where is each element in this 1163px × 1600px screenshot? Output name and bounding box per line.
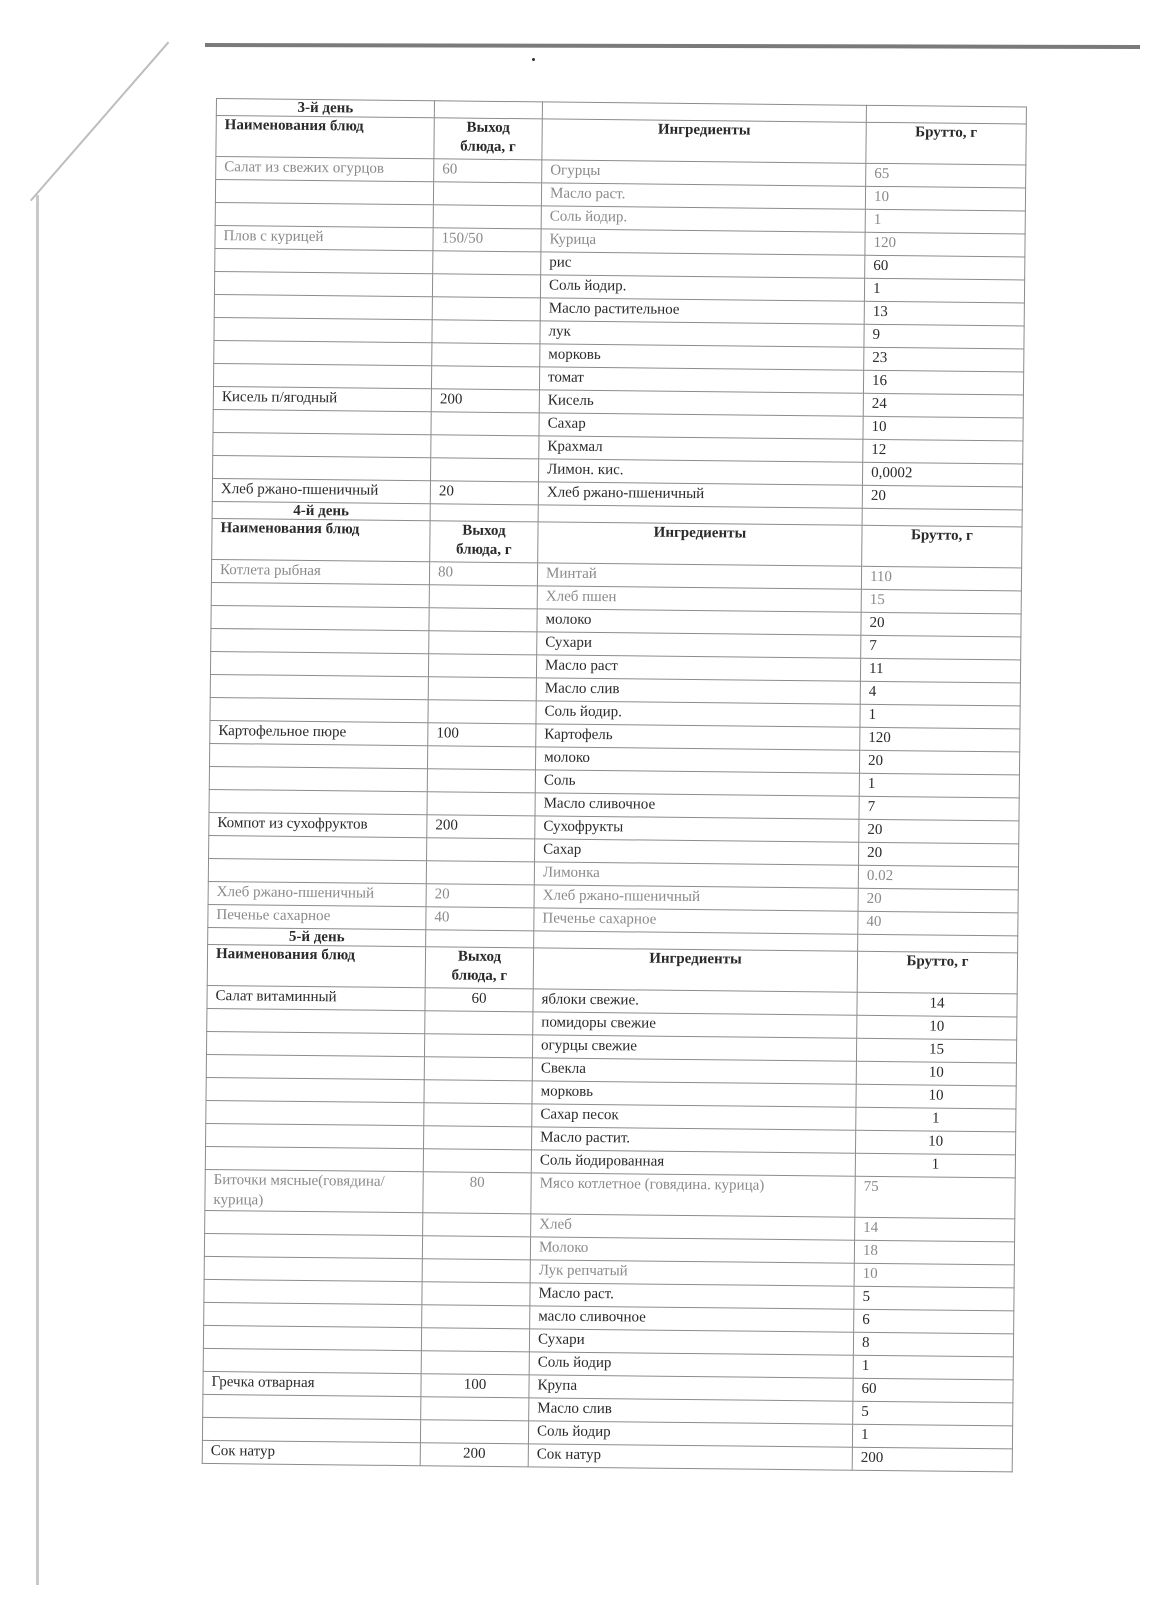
- day-title: 3-й день: [216, 99, 434, 118]
- ingredient-gross: 1: [860, 704, 1020, 729]
- dish-yield: 200: [420, 1443, 528, 1467]
- dish-name: [206, 1031, 424, 1056]
- empty-cell: [862, 508, 1022, 527]
- dish-yield: [426, 861, 534, 885]
- dish-name: Гречка отварная: [203, 1371, 421, 1396]
- header-ingredients: Ингредиенты: [533, 948, 857, 992]
- dish-yield: [424, 1126, 532, 1150]
- ingredient-gross: 20: [859, 750, 1019, 775]
- dish-yield: [432, 343, 540, 367]
- ingredient-gross: 5: [854, 1286, 1014, 1311]
- dish-name: [210, 651, 428, 676]
- ingredient-name: Масло растительное: [540, 298, 864, 324]
- header-gross: Брутто, г: [866, 122, 1026, 165]
- ingredient-name: Сухари: [537, 632, 861, 658]
- ingredient-name: Хлеб: [531, 1214, 855, 1240]
- ingredient-name: Сахар: [539, 413, 863, 439]
- dish-name: [211, 582, 429, 607]
- dish-name: Сок натур: [202, 1440, 420, 1465]
- dish-name: [209, 835, 427, 860]
- ingredient-gross: 20: [862, 485, 1022, 510]
- dish-yield: [432, 274, 540, 298]
- ingredient-name: молоко: [535, 747, 859, 773]
- dish-name: [203, 1348, 421, 1373]
- ingredient-gross: 10: [856, 1061, 1016, 1086]
- ingredient-name: Молоко: [530, 1237, 854, 1263]
- dish-name: [213, 409, 431, 434]
- dish-yield: [427, 746, 535, 770]
- dish-yield: [433, 251, 541, 275]
- ingredient-gross: 1: [864, 278, 1024, 303]
- ingredient-gross: 9: [864, 324, 1024, 349]
- dish-name: [204, 1256, 422, 1281]
- dish-yield: [431, 366, 539, 390]
- header-ingredients: Ингредиенты: [542, 119, 866, 163]
- dish-yield: [429, 608, 537, 632]
- ingredient-gross: 10: [865, 186, 1025, 211]
- dish-name: [211, 605, 429, 630]
- header-yield: Выход блюда, г: [430, 521, 538, 563]
- dish-yield: 40: [426, 907, 534, 931]
- dish-name: [209, 766, 427, 791]
- dish-name: [206, 1077, 424, 1102]
- ingredient-gross: 1: [856, 1107, 1016, 1132]
- header-dish: Наименования блюд: [212, 518, 430, 561]
- dish-yield: [422, 1282, 530, 1306]
- ingredient-gross: 24: [863, 393, 1023, 418]
- ingredient-gross: 20: [859, 819, 1019, 844]
- dish-yield: [433, 182, 541, 206]
- ingredient-gross: 18: [854, 1240, 1014, 1265]
- ingredient-gross: 20: [861, 612, 1021, 637]
- ingredient-gross: 12: [863, 439, 1023, 464]
- ingredient-name: Соль йодир.: [536, 701, 860, 727]
- dish-yield: [429, 631, 537, 655]
- dish-yield: [424, 1103, 532, 1127]
- scan-speck: [532, 58, 535, 61]
- dish-name: [209, 743, 427, 768]
- ingredient-gross: 10: [863, 416, 1023, 441]
- dish-name: Картофельное пюре: [210, 720, 428, 745]
- ingredient-gross: 0,0002: [862, 462, 1022, 487]
- dish-yield: [433, 205, 541, 229]
- ingredient-name: огурцы свежие: [532, 1035, 856, 1061]
- dish-name: [208, 858, 426, 883]
- dish-yield: 20: [426, 884, 534, 908]
- ingredient-gross: 15: [856, 1038, 1016, 1063]
- ingredient-gross: 10: [854, 1263, 1014, 1288]
- dish-yield: 60: [434, 159, 542, 183]
- scan-edge-corner: [30, 42, 169, 202]
- dish-name: Хлеб ржано-пшеничный: [208, 881, 426, 906]
- dish-yield: [425, 1011, 533, 1035]
- ingredient-gross: 7: [861, 635, 1021, 660]
- dish-yield: [431, 412, 539, 436]
- dish-name: [211, 628, 429, 653]
- header-yield: Выход блюда, г: [425, 947, 533, 989]
- dish-name: Салат витаминный: [207, 985, 425, 1010]
- ingredient-name: Лимонка: [534, 862, 858, 888]
- dish-name: Салат из свежих огурцов: [216, 157, 434, 182]
- ingredient-name: Хлеб ржано-пшеничный: [534, 885, 858, 911]
- ingredient-gross: 20: [858, 888, 1018, 913]
- ingredient-name: масло сливочное: [530, 1306, 854, 1332]
- ingredient-gross: 10: [857, 1015, 1017, 1040]
- dish-yield: [428, 654, 536, 678]
- ingredient-name: Крахмал: [539, 436, 863, 462]
- header-dish: Наименования блюд: [216, 116, 434, 159]
- ingredient-name: Хлеб ржано-пшеничный: [538, 482, 862, 508]
- ingredient-name: молоко: [537, 609, 861, 635]
- ingredient-gross: 6: [854, 1309, 1014, 1334]
- dish-yield: [422, 1259, 530, 1283]
- header-yield: Выход блюда, г: [434, 118, 542, 160]
- ingredient-gross: 10: [856, 1084, 1016, 1109]
- ingredient-name: Масло слив: [529, 1398, 853, 1424]
- ingredient-name: Сахар: [535, 839, 859, 865]
- empty-cell: [434, 101, 542, 119]
- ingredient-gross: 14: [857, 992, 1017, 1017]
- dish-yield: [432, 297, 540, 321]
- ingredient-name: Масло растит.: [532, 1127, 856, 1153]
- dish-name: [214, 294, 432, 319]
- ingredient-gross: 5: [853, 1401, 1013, 1426]
- dish-yield: [422, 1305, 530, 1329]
- dish-yield: 80: [423, 1172, 531, 1214]
- ingredient-name: Соль йодир.: [541, 206, 865, 232]
- header-ingredients: Ингредиенты: [538, 522, 862, 566]
- dish-name: Компот из сухофруктов: [209, 812, 427, 837]
- ingredient-name: Масло раст.: [541, 183, 865, 209]
- scan-edge-top: [205, 43, 1140, 49]
- dish-name: [213, 363, 431, 388]
- ingredient-gross: 10: [855, 1130, 1015, 1155]
- dish-name: [203, 1394, 421, 1419]
- dish-name: [206, 1100, 424, 1125]
- dish-name: [213, 455, 431, 480]
- ingredient-gross: 11: [860, 658, 1020, 683]
- day-title: 4-й день: [212, 501, 430, 520]
- dish-yield: [421, 1328, 529, 1352]
- dish-yield: [427, 769, 535, 793]
- ingredient-name: морковь: [532, 1081, 856, 1107]
- ingredient-name: Крупа: [529, 1375, 853, 1401]
- dish-yield: 200: [427, 815, 535, 839]
- ingredient-gross: 7: [859, 796, 1019, 821]
- empty-cell: [866, 105, 1026, 124]
- dish-name: Печенье сахарное: [208, 904, 426, 929]
- ingredient-gross: 1: [865, 209, 1025, 234]
- ingredient-gross: 13: [864, 301, 1024, 326]
- dish-name: Кисель п/ягодный: [213, 386, 431, 411]
- menu-table: [202, 98, 1027, 1472]
- ingredient-gross: 40: [858, 911, 1018, 936]
- dish-name: Хлеб ржано-пшеничный: [212, 478, 430, 503]
- dish-yield: [427, 792, 535, 816]
- ingredient-gross: 15: [861, 589, 1021, 614]
- ingredient-name: Свекла: [532, 1058, 856, 1084]
- ingredient-name: Масло слив: [536, 678, 860, 704]
- dish-name: Биточки мясные(говядина/курица): [205, 1169, 423, 1212]
- dish-name: [210, 674, 428, 699]
- dish-yield: [429, 585, 537, 609]
- dish-yield: [424, 1034, 532, 1058]
- ingredient-gross: 60: [865, 255, 1025, 280]
- dish-name: Плов с курицей: [215, 225, 433, 250]
- menu-sheet: [202, 98, 1026, 1472]
- ingredient-name: Огурцы: [542, 160, 866, 186]
- dish-name: [202, 1417, 420, 1442]
- ingredient-gross: 1: [855, 1153, 1015, 1178]
- dish-yield: 100: [428, 723, 536, 747]
- dish-yield: [431, 435, 539, 459]
- header-gross: Брутто, г: [857, 951, 1017, 994]
- dish-yield: [423, 1149, 531, 1173]
- dish-yield: [431, 458, 539, 482]
- ingredient-gross: 8: [853, 1332, 1013, 1357]
- dish-yield: [427, 838, 535, 862]
- day-title: 5-й день: [208, 927, 426, 946]
- ingredient-gross: 200: [852, 1447, 1012, 1472]
- ingredient-name: Сухофрукты: [535, 816, 859, 842]
- dish-name: [214, 317, 432, 342]
- dish-yield: [428, 677, 536, 701]
- ingredient-gross: 0.02: [858, 865, 1018, 890]
- dish-name: [214, 340, 432, 365]
- ingredient-name: лук: [540, 321, 864, 347]
- ingredient-name: Кисель: [539, 390, 863, 416]
- ingredient-name: Соль: [535, 770, 859, 796]
- ingredient-gross: 120: [860, 727, 1020, 752]
- dish-yield: 80: [429, 562, 537, 586]
- dish-name: [215, 202, 433, 227]
- dish-name: [204, 1279, 422, 1304]
- dish-yield: 100: [421, 1374, 529, 1398]
- dish-name: [205, 1210, 423, 1235]
- empty-cell: [430, 504, 538, 522]
- ingredient-name: Курица: [541, 229, 865, 255]
- dish-yield: [421, 1351, 529, 1375]
- dish-yield: [424, 1057, 532, 1081]
- ingredient-name: Мясо котлетное (говядина. курица): [531, 1173, 855, 1217]
- ingredient-gross: 1: [853, 1355, 1013, 1380]
- ingredient-name: Минтай: [537, 563, 861, 589]
- dish-yield: [428, 700, 536, 724]
- dish-yield: [421, 1397, 529, 1421]
- ingredient-gross: 16: [863, 370, 1023, 395]
- scan-edge-left: [36, 195, 39, 1585]
- dish-yield: [424, 1080, 532, 1104]
- ingredient-name: Масло раст.: [530, 1283, 854, 1309]
- ingredient-gross: 14: [855, 1217, 1015, 1242]
- ingredient-gross: 1: [852, 1424, 1012, 1449]
- ingredient-name: Соль йодир.: [540, 275, 864, 301]
- ingredient-name: помидоры свежие: [533, 1012, 857, 1038]
- ingredient-name: Сухари: [529, 1329, 853, 1355]
- ingredient-gross: 120: [865, 232, 1025, 257]
- dish-yield: 20: [430, 481, 538, 505]
- dish-name: [203, 1325, 421, 1350]
- dish-yield: [423, 1213, 531, 1237]
- dish-name: [213, 432, 431, 457]
- ingredient-name: Сок натур: [528, 1444, 852, 1470]
- empty-cell: [426, 930, 534, 948]
- ingredient-name: Картофель: [536, 724, 860, 750]
- dish-name: [204, 1233, 422, 1258]
- dish-yield: [422, 1236, 530, 1260]
- dish-name: [204, 1302, 422, 1327]
- ingredient-name: Масло раст: [536, 655, 860, 681]
- ingredient-name: Лимон. кис.: [538, 459, 862, 485]
- dish-name: [210, 697, 428, 722]
- ingredient-gross: 75: [855, 1176, 1015, 1219]
- dish-name: [206, 1123, 424, 1148]
- ingredient-gross: 60: [853, 1378, 1013, 1403]
- ingredient-gross: 65: [866, 163, 1026, 188]
- ingredient-name: Соль йодир: [529, 1352, 853, 1378]
- dish-yield: 200: [431, 389, 539, 413]
- header-dish: Наименования блюд: [207, 944, 425, 987]
- ingredient-name: Соль йодированная: [531, 1150, 855, 1176]
- ingredient-name: Сахар песок: [532, 1104, 856, 1130]
- dish-yield: 60: [425, 988, 533, 1012]
- dish-yield: [432, 320, 540, 344]
- dish-name: [214, 271, 432, 296]
- ingredient-name: морковь: [540, 344, 864, 370]
- dish-name: [205, 1146, 423, 1171]
- ingredient-gross: 23: [864, 347, 1024, 372]
- dish-name: [206, 1054, 424, 1079]
- ingredient-name: Лук репчатый: [530, 1260, 854, 1286]
- ingredient-gross: 20: [859, 842, 1019, 867]
- ingredient-name: Хлеб пшен: [537, 586, 861, 612]
- dish-name: [207, 1008, 425, 1033]
- empty-cell: [858, 934, 1018, 953]
- ingredient-name: томат: [539, 367, 863, 393]
- ingredient-name: рис: [541, 252, 865, 278]
- ingredient-name: Печенье сахарное: [534, 908, 858, 934]
- dish-name: [215, 180, 433, 205]
- header-gross: Брутто, г: [862, 525, 1022, 568]
- ingredient-name: яблоки свежие.: [533, 989, 857, 1015]
- ingredient-gross: 4: [860, 681, 1020, 706]
- dish-yield: 150/50: [433, 228, 541, 252]
- ingredient-name: Масло сливочное: [535, 793, 859, 819]
- dish-name: Котлета рыбная: [211, 559, 429, 584]
- ingredient-gross: 1: [859, 773, 1019, 798]
- ingredient-name: Соль йодир: [528, 1421, 852, 1447]
- dish-yield: [420, 1420, 528, 1444]
- ingredient-gross: 110: [861, 566, 1021, 591]
- dish-name: [215, 248, 433, 273]
- dish-name: [209, 789, 427, 814]
